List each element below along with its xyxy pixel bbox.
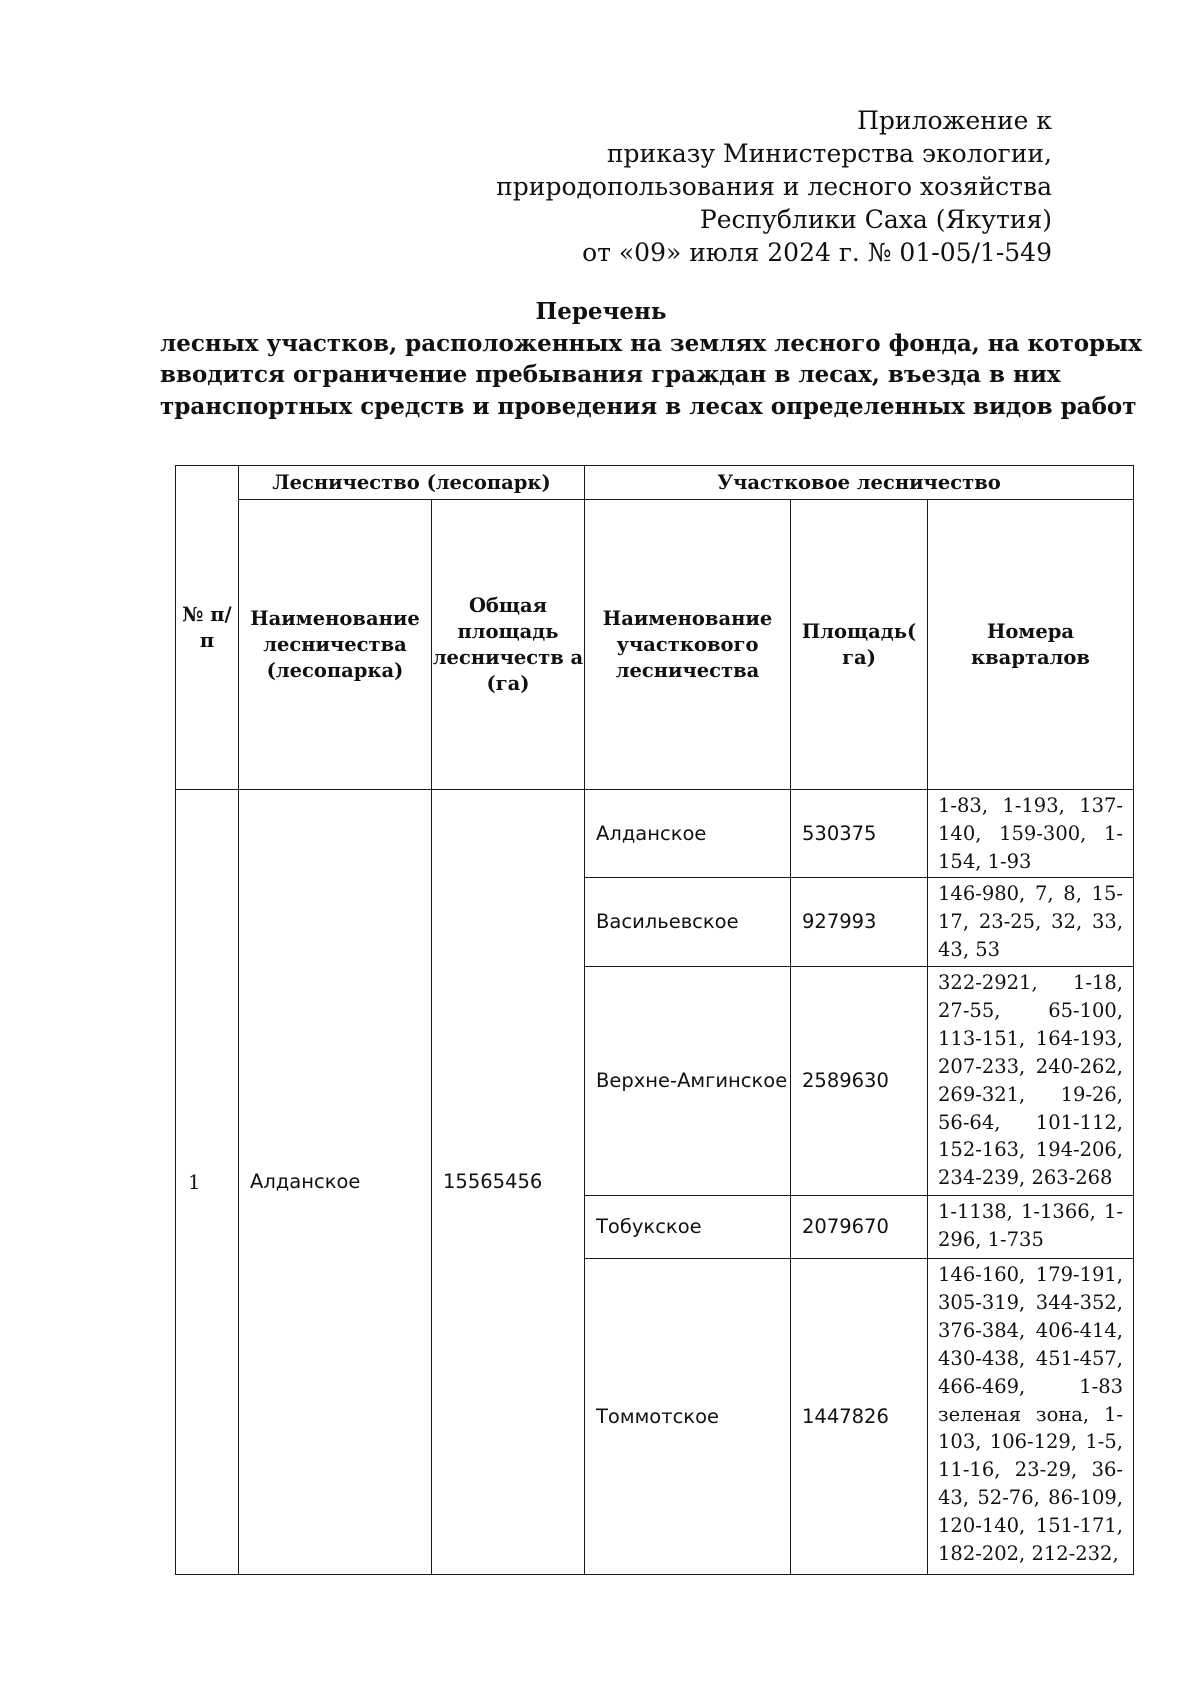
document-title — [160, 296, 1142, 422]
district-area: 927993 — [791, 878, 928, 967]
forestry-name: Алданское — [239, 790, 432, 1575]
title-line: лесных участков, расположенных на землях лесного фонда, на которых — [160, 329, 1142, 357]
district-area: 2589630 — [791, 967, 928, 1196]
forestry-area: 15565456 — [432, 790, 585, 1575]
header-forestry-name: Наименование лесничества (лесопарка) — [239, 500, 432, 790]
header-district-name: Наименование участкового лесничества — [585, 500, 791, 790]
header-forestry-area: Общая площадь лесничеств а (га) — [432, 500, 585, 790]
header-num: № п/п — [176, 466, 239, 790]
district-quarters: 1-1138, 1-1366, 1-296, 1-735 — [928, 1196, 1134, 1259]
district-name: Алданское — [585, 790, 791, 878]
district-area: 530375 — [791, 790, 928, 878]
appendix-line: Приложение к — [857, 106, 1052, 135]
district-name: Томмотское — [585, 1259, 791, 1575]
title-line: вводится ограничение пребывания граждан в лесах, въезда в них — [160, 361, 1061, 388]
appendix-line: приказу Министерства экологии, — [606, 139, 1052, 168]
header-district-group: Участковое лесничество — [585, 466, 1134, 500]
header-forestry-group: Лесничество (лесопарк) — [239, 466, 585, 500]
district-quarters: 322-2921, 1-18, 27-55, 65-100, 113-151, 164-193, 207-233, 240-262, 269-321, 19-26, 56-64, 101-112, 152-163, 194-206, 234-239, 263-268 — [928, 967, 1134, 1196]
header-district-area: Площадь( га) — [791, 500, 928, 790]
title-line: транспортных средств и проведения в лесах определенных видов работ — [160, 392, 1137, 420]
appendix-line: Республики Саха (Якутия) — [699, 205, 1052, 234]
row-number: 1 — [176, 790, 239, 1575]
forest-plots-table — [175, 465, 1134, 1575]
district-quarters: 146-160, 179-191, 305-319, 344-352, 376-384, 406-414, 430-438, 451-457, 466-469, 1-83 зеленая зона, 1-103, 106-129, 1-5, 11-16, 23-29, 36-43, 52-76, 86-109, 120-140, 151-171, 182-202, 212-232, — [928, 1259, 1134, 1575]
district-name: Верхне-Амгинское — [585, 967, 791, 1196]
district-quarters: 146-980, 7, 8, 15-17, 23-25, 32, 33, 43, 53 — [928, 878, 1134, 967]
district-area: 1447826 — [791, 1259, 928, 1575]
header-quarters: Номера кварталов — [928, 500, 1134, 790]
title-line: Перечень — [535, 298, 667, 325]
district-name: Тобукское — [585, 1196, 791, 1259]
district-name: Васильевское — [585, 878, 791, 967]
district-area: 2079670 — [791, 1196, 928, 1259]
appendix-line: от «09» июля 2024 г. № 01-05/1-549 — [582, 238, 1052, 267]
appendix-line: природопользования и лесного хозяйства — [496, 172, 1052, 201]
appendix-header — [496, 104, 1052, 269]
district-quarters: 1-83, 1-193, 137-140, 159-300, 1-154, 1-93 — [928, 790, 1134, 878]
